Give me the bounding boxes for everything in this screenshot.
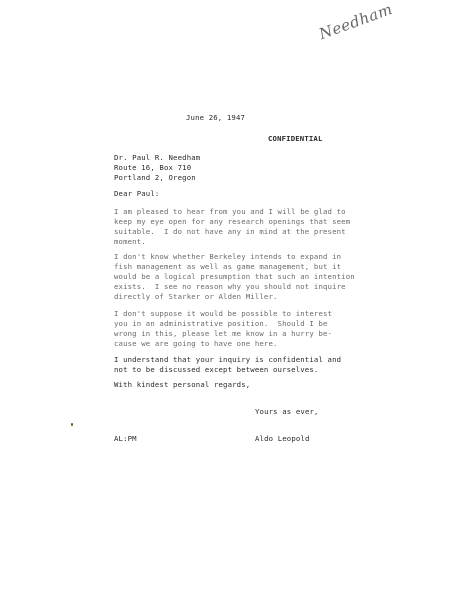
- paragraph-2: [114, 252, 374, 302]
- paragraph-line: keep my eye open for any research openings that seem: [114, 217, 351, 226]
- paragraph-line: exists. I see no reason why you should not inquire: [114, 282, 346, 291]
- closing-line: With kindest personal regards,: [114, 380, 251, 389]
- addressee-city: Portland 2, Oregon: [114, 173, 196, 182]
- confidential-label: CONFIDENTIAL: [268, 134, 323, 143]
- paragraph-line: I don't suppose it would be possible to interest: [114, 309, 333, 318]
- paragraph-line: cause we are going to have one here.: [114, 339, 278, 348]
- typist-initials: AL:PM: [114, 434, 137, 443]
- paragraph-line: I don't know whether Berkeley intends to expand in: [114, 252, 342, 261]
- paragraph-line: would be a logical presumption that such an intention: [114, 272, 355, 281]
- addressee-name: Dr. Paul R. Needham: [114, 153, 201, 162]
- paragraph-line: I am pleased to hear from you and I will be glad to: [114, 207, 346, 216]
- signature-name: Aldo Leopold: [255, 434, 310, 443]
- paragraph-line: directly of Starker or Alden Miller.: [114, 292, 278, 301]
- ink-spot: [71, 423, 73, 426]
- valediction: Yours as ever,: [255, 407, 319, 416]
- handwritten-note: Needham: [316, 0, 395, 44]
- paragraph-line: you in an administrative position. Should I be: [114, 319, 328, 328]
- letter-date: June 26, 1947: [186, 113, 246, 122]
- paragraph-3: [114, 309, 374, 349]
- paragraph-line: wrong in this, please let me know in a hurry be-: [114, 329, 333, 338]
- paragraph-line: suitable. I do not have any in mind at the present: [114, 227, 346, 236]
- paragraph-line: moment.: [114, 237, 146, 246]
- addressee-route: Route 16, Box 710: [114, 163, 192, 172]
- paragraph-4: [114, 355, 374, 375]
- paragraph-line: not to be discussed except between ourselves.: [114, 365, 319, 374]
- salutation: Dear Paul:: [114, 189, 160, 198]
- paragraph-line: I understand that your inquiry is confidential and: [114, 355, 342, 364]
- paragraph-line: fish management as well as game management, but it: [114, 262, 342, 271]
- paragraph-1: [114, 207, 374, 247]
